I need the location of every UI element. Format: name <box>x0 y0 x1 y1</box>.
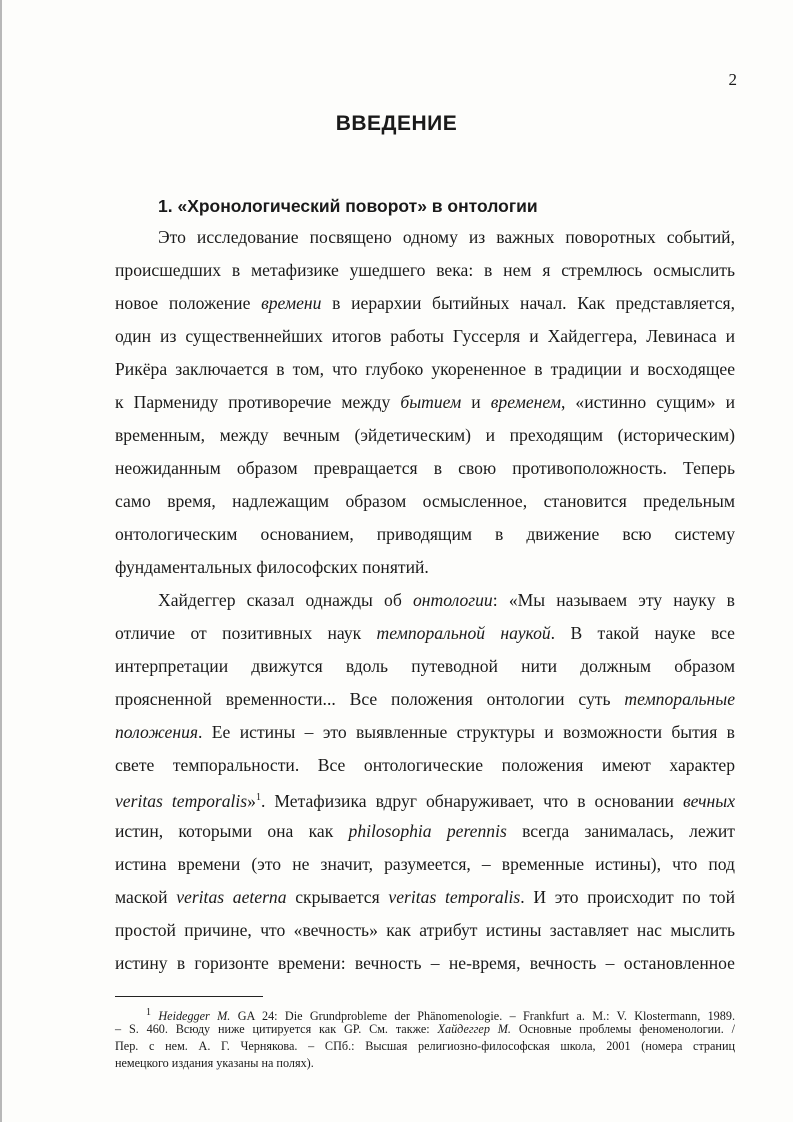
text-line: veritas temporalis»$^1$. Метафизика вдруг обнаруживает, что в основании вечных <box>115 790 735 811</box>
text-line: временным, между вечным (эйдетическим) и преходящим (историческим) <box>115 425 735 445</box>
text-line: положения. Ее истины – это выявленные структуры и возможности бытия в <box>115 722 735 742</box>
text-line: само время, надлежащим образом осмысленное, становится предельным <box>115 491 735 511</box>
text-line: истину в горизонте времени: вечность – не-время, вечность – остановленное <box>115 953 735 973</box>
text-line: истин, которыми она как philosophia perennis всегда занималась, лежит <box>115 821 735 841</box>
text-line: фундаментальных философских понятий. <box>115 557 429 577</box>
footnote-line: Пер. с нем. А. Г. Чернякова. – СПб.: Высшая религиозно-философская школа, 2001 (номера страниц <box>115 1039 735 1053</box>
footnote-rule <box>115 996 263 997</box>
footnote-line: – S. 460. Всюду ниже цитируется как GP. См. также: Хайдеггер М. Основные проблемы феноменологии. / <box>115 1022 735 1036</box>
text-line: Хайдеггер сказал однажды об онтологии: «Мы называем эту науку в <box>158 590 735 610</box>
footnote-line: немецкого издания указаны на полях). <box>115 1056 314 1070</box>
text-line: простой причине, что «вечность» как атрибут истины заставляет нас мыслить <box>115 920 735 940</box>
text-line: маской veritas aeterna скрывается veritas temporalis. И это происходит по той <box>115 887 735 907</box>
text-line: проясненной временности... Все положения онтологии суть темпоральные <box>115 689 735 709</box>
text-line: неожиданным образом превращается в свою противоположность. Теперь <box>115 458 735 478</box>
text-line: интерпретации движутся вдоль путеводной нити должным образом <box>115 656 735 676</box>
text-line: новое положение времени в иерархии бытийных начал. Как представляется, <box>115 293 735 313</box>
text-line: один из существеннейших итогов работы Гуссерля и Хайдеггера, Левинаса и <box>115 326 735 346</box>
text-line: Рикёра заключается в том, что глубоко укорененное в традиции и восходящее <box>115 359 735 379</box>
page-title: ВВЕДЕНИЕ <box>335 112 458 135</box>
text-line: к Пармениду противоречие между бытием и временем, «истинно сущим» и <box>115 392 735 412</box>
text-line: Это исследование посвящено одному из важных поворотных событий, <box>158 227 735 247</box>
text-line: истина времени (это не значит, разумеется, – временные истины), что под <box>115 854 735 874</box>
page-number: 2 <box>728 70 737 89</box>
text-line: происшедших в метафизике ушедшего века: в нем я стремлюсь осмыслить <box>115 260 735 280</box>
text-line: онтологическим основанием, приводящим в движение всю систему <box>115 524 735 544</box>
text-line: свете темпоральности. Все онтологические положения имеют характер <box>115 755 735 775</box>
footnote-line: $^1$ Heidegger M. GA 24: Die Grundprobleme der Phänomenologie. – Frankfurt a. M.: V. Klostermann, 1989. <box>146 1007 736 1024</box>
scan-edge <box>0 0 2 1122</box>
text-line: отличие от позитивных наук темпоральной наукой. В такой науке все <box>115 623 735 643</box>
section-heading: 1. «Хронологический поворот» в онтологии <box>158 196 538 216</box>
